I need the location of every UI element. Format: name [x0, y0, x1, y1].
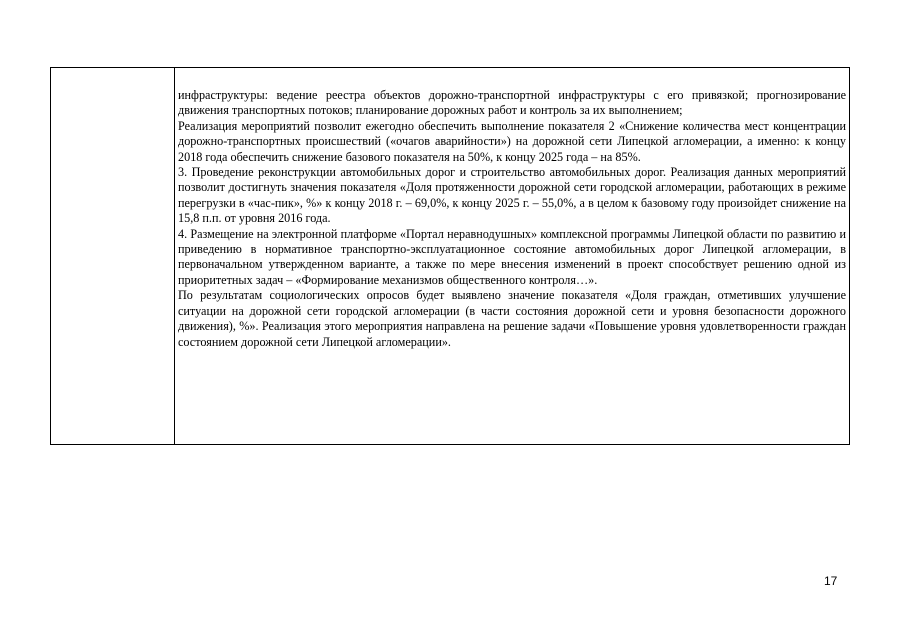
- page-number: 17: [824, 574, 838, 588]
- document-table: [50, 67, 850, 445]
- table-cell-left: [51, 68, 175, 444]
- table-cell-right: [175, 68, 849, 444]
- paragraph-indicator-2: Реализация мероприятий позволит ежегодно обеспечить выполнение показателя 2 «Снижение количества мест концентрации дорожно-транспортных происшествий («очагов аварийности») на дорожной сети Липецкой агломерации, а именно: к концу 2018 года обеспечить снижение базового показателя на 50%, к концу 2025 года – на 85%.: [178, 118, 846, 164]
- paragraph-item-3: 3. Проведение реконструкции автомобильных дорог и строительство автомобильных дорог. Реализация данных мероприятий позволит достигнуть значения показателя «Доля протяженности дорожной сети городской агломерации, работающих в режиме перегрузки в «час-пик», %» к концу 2018 г. – 69,0%, к концу 2025 г. – 55,0%, а в целом к базовому году произойдет снижение на 15,8 п.п. от уровня 2016 года.: [178, 165, 846, 226]
- cell-text-block: [178, 88, 846, 350]
- paragraph-infrastructure: инфраструктуры: ведение реестра объектов дорожно-транспортной инфраструктуры с его привязкой; прогнозирование движения транспортных потоков; планирование дорожных работ и контроль за их выполнением;: [178, 88, 846, 118]
- paragraph-item-4: 4. Размещение на электронной платформе «Портал неравнодушных» комплексной программы Липецкой области по развитию и приведению в нормативное транспортно-эксплуатационное состояние автомобильных дорог Липецкой агломерации, в первоначальном утвержденном варианте, а также по мере внесения изменений в проект способствует решению одной из приоритетных задач – «Формирование механизмов общественного контроля…».: [178, 226, 846, 287]
- paragraph-survey-results: По результатам социологических опросов будет выявлено значение показателя «Доля граждан, отметивших улучшение ситуации на дорожной сети городской агломерации (в части состояния дорожной сети и уровня безопасности дорожного движения), %». Реализация этого мероприятия направлена на решение задачи «Повышение уровня удовлетворенности граждан состоянием дорожной сети Липецкой агломерации».: [178, 288, 846, 349]
